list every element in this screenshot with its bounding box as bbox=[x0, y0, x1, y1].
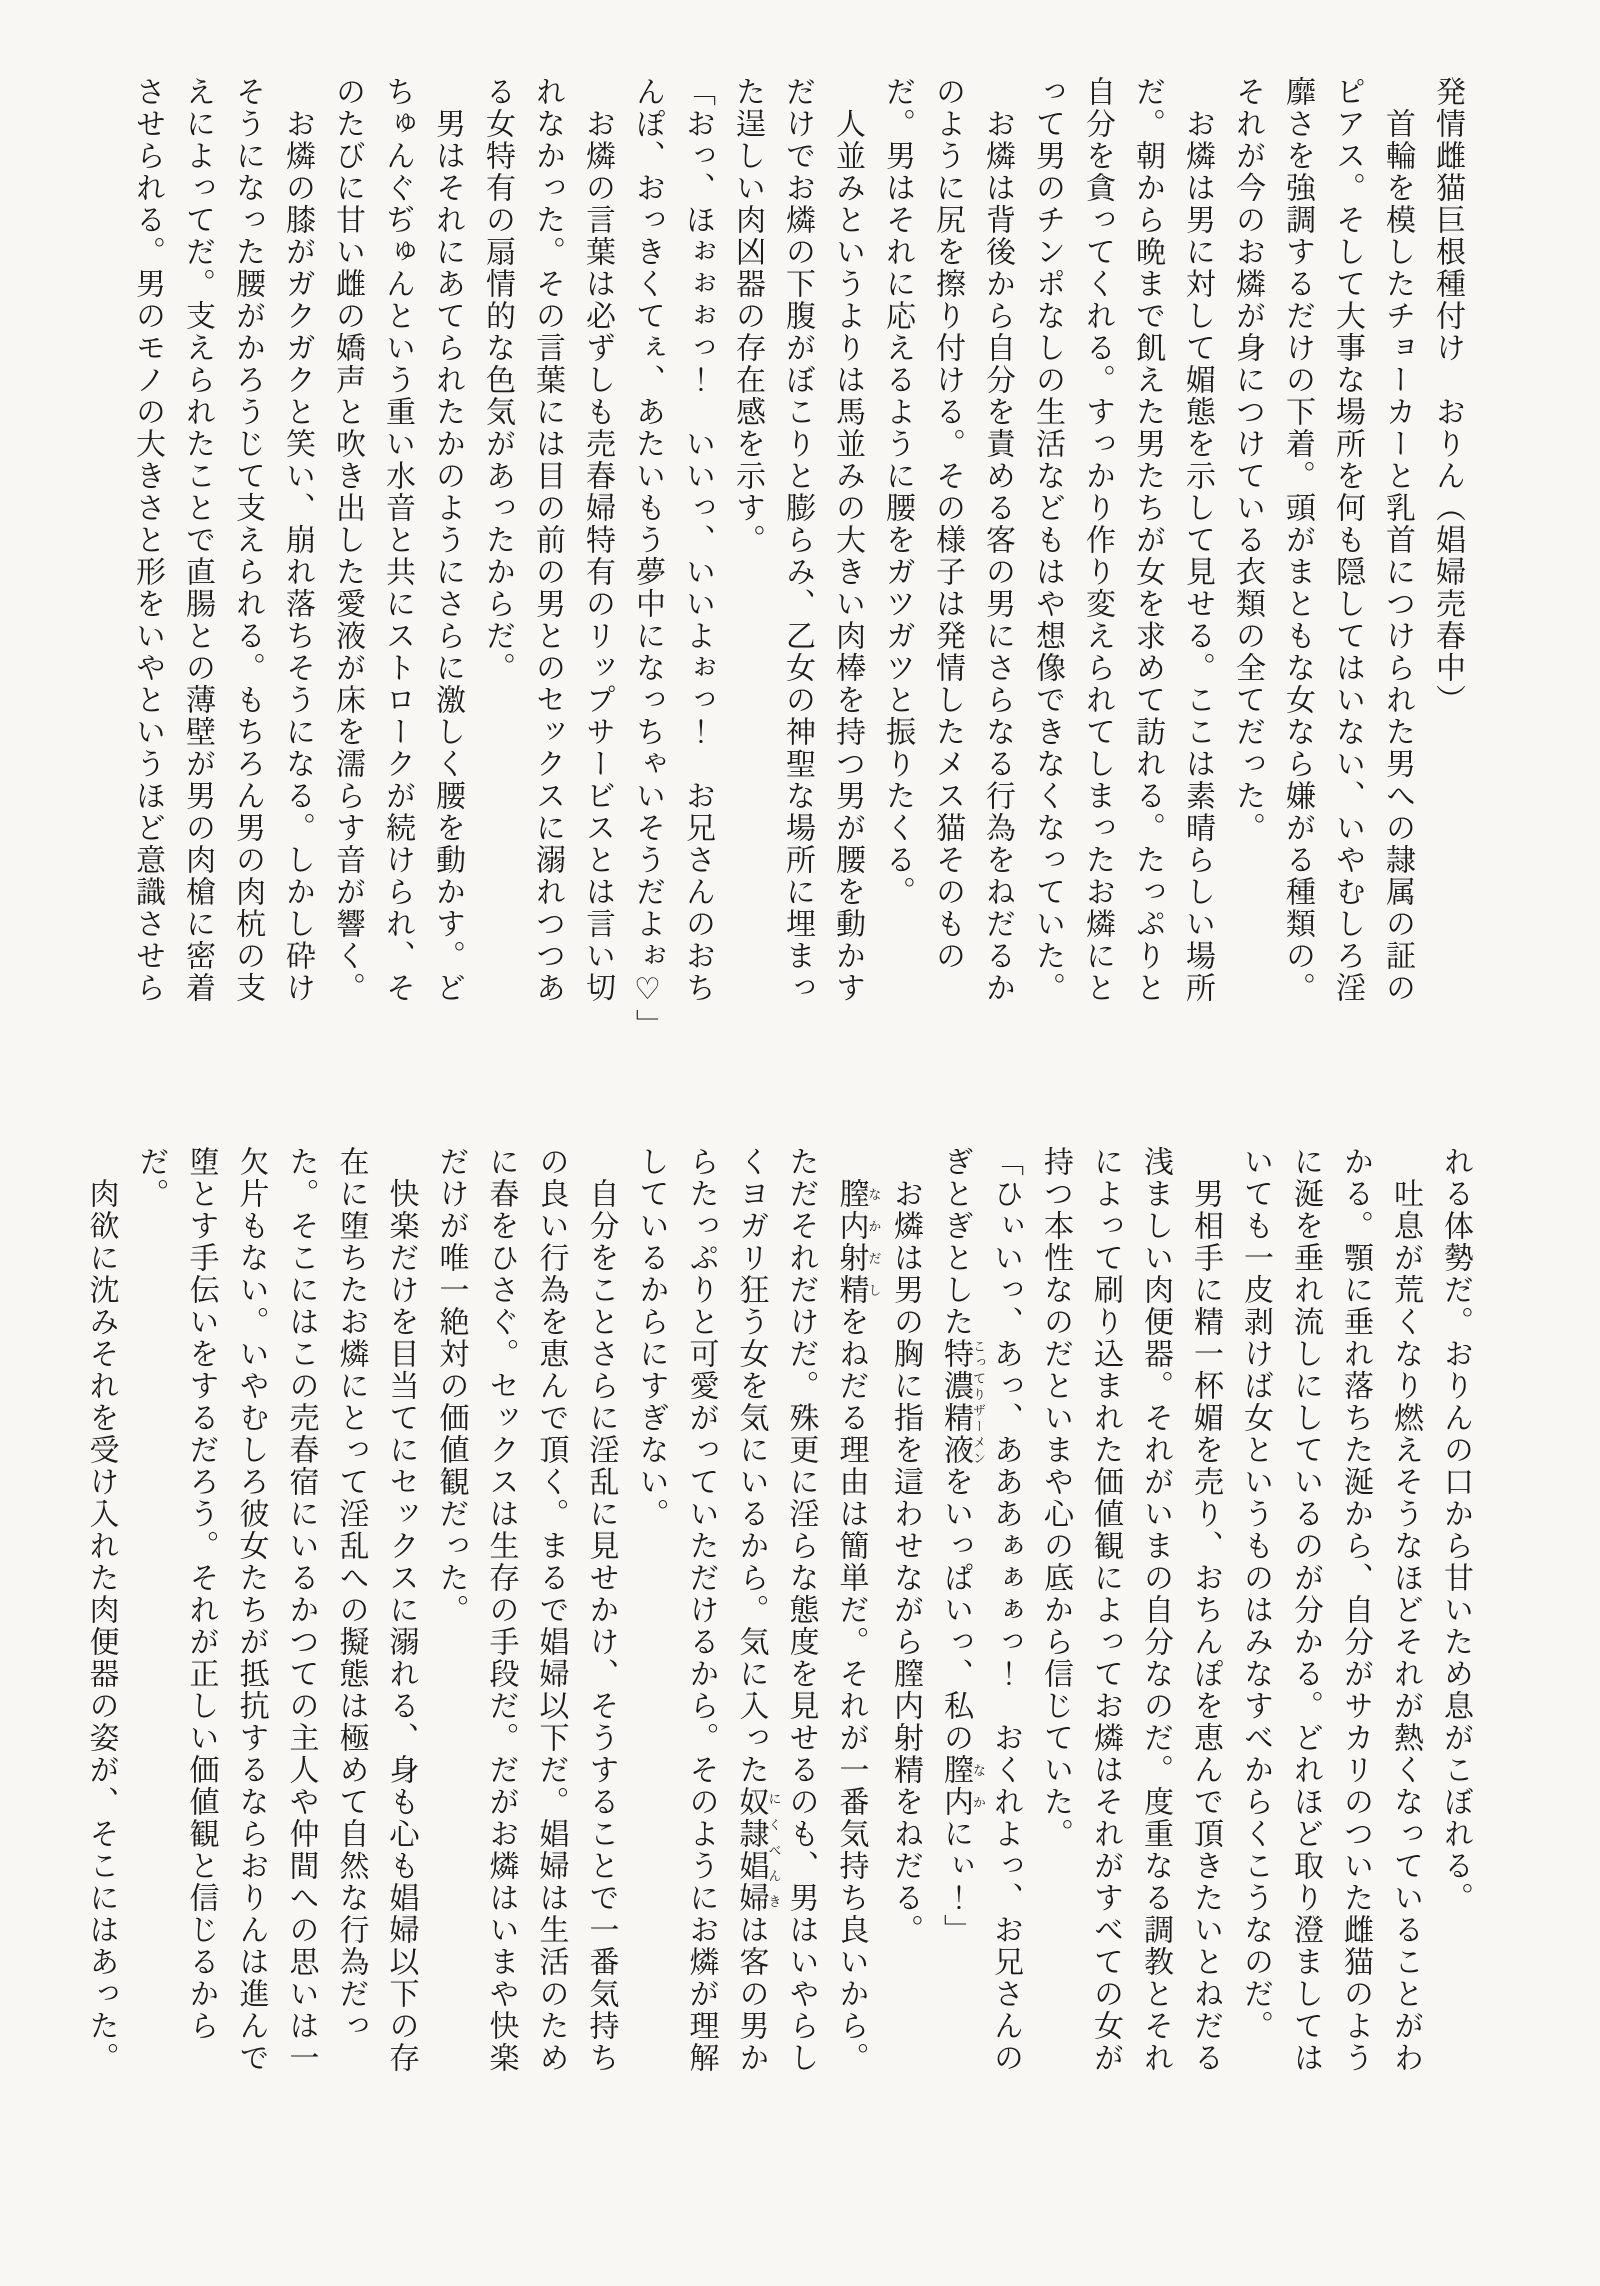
ruby-annotated-word: 奴隷娼婦にくべんき bbox=[733, 1786, 781, 1914]
paragraph: 「おっ、ほぉぉぉっ！ いいっ、いいよぉっ！ お兄さんのおちんぽ、おっきくてぇ、あたいもう夢中になっちゃいそうだよぉ♡」 bbox=[630, 76, 715, 1041]
paragraph: れる体勢だ。おりんの口から甘いため息がこぼれる。 bbox=[1438, 1146, 1473, 1914]
paragraph: 膣内射精なかだしをねだる理由は簡単だ。それが一番気持ち良いから。ただそれだけだ。殊更に淫らな態度を見せるのも、男はいやらしくヨガリ狂う女を気にいるから。気に入った奴隷娼婦にくべんきは客の男からたっぷりと可愛がっていただけるから。そのようにお燐が理解しているからにすぎない。 bbox=[633, 1146, 881, 2074]
paragraph: 人並みというよりは馬並みの大きい肉棒を持つ男が腰を動かすだけでお燐の下腹がぼこりと膨らみ、乙女の神聖な場所に埋まった逞しい肉凶器の存在感を示す。 bbox=[730, 76, 865, 1004]
paragraph: 肉欲に沈みそれを受け入れた肉便器の姿が、そこにはあった。 bbox=[83, 1178, 119, 2074]
paragraph: 男相手に精一杯媚を売り、おちんぽを恵んで頂きたいとねだる浅ましい肉便器。それがいまの自分なのだ。度重なる調教とそれによって刷り込まれた価値観によってお燐はそれがすべての女が持つ本性なのだといまや心の底から信じていた。 bbox=[1038, 1146, 1223, 2074]
paragraph: お燐は男に対して媚態を示して見せる。ここは素晴らしい場所だ。朝から晩まで飢えた男たちが女を求めて訪れる。たっぷりと自分を貪ってくれる。すっかり作り変えられてしまったお燐にとって男のチンポなしの生活などもはや想像できなくなっていた。 bbox=[1030, 76, 1215, 1004]
top-text-block bbox=[60, 76, 1472, 1041]
ruby-annotated-word: 膣内射精なかだし bbox=[833, 1178, 881, 1306]
paragraph: お燐は背後から自分を責める客の男にさらなる行為をねだるかのように尻を擦り付ける。その様子は発情したメス猫そのものだ。男はそれに応えるように腰をガツガツと振りたくる。 bbox=[880, 76, 1015, 1004]
paragraph: 自分をことさらに淫乱に見せかけ、そうすることで一番気持ちの良い行為を恵んで頂く。まるで娼婦以下だ。娼婦は生活のために春をひさぐ。セックスは生存の手段だ。だがお燐はいまや快楽だけが唯一絶対の価値観だった。 bbox=[433, 1146, 619, 2074]
ruby-annotated-word: 膣内なか bbox=[938, 1754, 985, 1818]
paragraph: お燐は男の胸に指を這わせながら膣内射精をねだる。 bbox=[888, 1178, 923, 1946]
paragraph: 首輪を模したチョーカーと乳首につけられた男への隷属の証のピアス。そして大事な場所を何も隠してはいない、いやむしろ淫靡さを強調するだけの下着。頭がまともな女なら嫌がる種類の。それが今のお燐が身につけている衣類の全てだった。 bbox=[1230, 76, 1415, 1004]
paragraph: お燐の言葉は必ずしも売春婦特有のリップサービスとは言い切れなかった。その言葉には目の前の男とのセックスに溺れつつある女特有の扇情的な色気があったからだ。 bbox=[480, 76, 615, 1004]
ruby-annotated-word: 特濃精液こってりザーメン bbox=[938, 1338, 985, 1466]
paragraph: お燐の膝がガクガクと笑い、崩れ落ちそうになる。しかし砕けそうになった腰がかろうじて支えられる。もちろん男の肉杭の支えによってだ。支えられたことで直腸との薄壁が男の肉槍に密着させられる。男のモノの大きさと形をいやというほど意識させら bbox=[130, 76, 315, 1004]
paragraph: 「ひぃいっ、あっ、あああぁぁぁっ！ おくれよっ、お兄さんのぎとぎとした特濃精液こってりザーメンをいっぱいっ、私の膣内なかにぃ！」 bbox=[938, 1146, 1023, 2074]
bottom-text-block bbox=[68, 1146, 1480, 2076]
paragraph: 快楽だけを目当てにセックスに溺れる、身も心も娼婦以下の存在に堕ちたお燐にとって淫乱への擬態は極めて自然な行為だった。そこにはこの売春宿にいるかつての主人や仲間への思いは一欠片もない。いやむしろ彼女たちが抵抗するならおりんは進んで堕とす手伝いをするだろう。それが正しい価値観と信じるからだ。 bbox=[133, 1146, 419, 2074]
paragraph: 男はそれにあてられたかのようにさらに激しく腰を動かす。どちゅんぐぢゅんという重い水音と共にストロークが続けられ、そのたびに甘い雌の嬌声と吹き出した愛液が床を濡らす音が響く。 bbox=[330, 76, 465, 1004]
document-title: 発情雌猫巨根種付け おりん（娼婦売春中） bbox=[1430, 76, 1465, 716]
paragraph: 吐息が荒くなり燃えそうなほどそれが熱くなっていることがわかる。顎に垂れ落ちた涎から、自分がサカリのついた雌猫のように涎を垂れ流しにしているのが分かる。どれほど取り澄ましてはいても一皮剥けば女というものはみなすべからくこうなのだ。 bbox=[1238, 1146, 1423, 2074]
